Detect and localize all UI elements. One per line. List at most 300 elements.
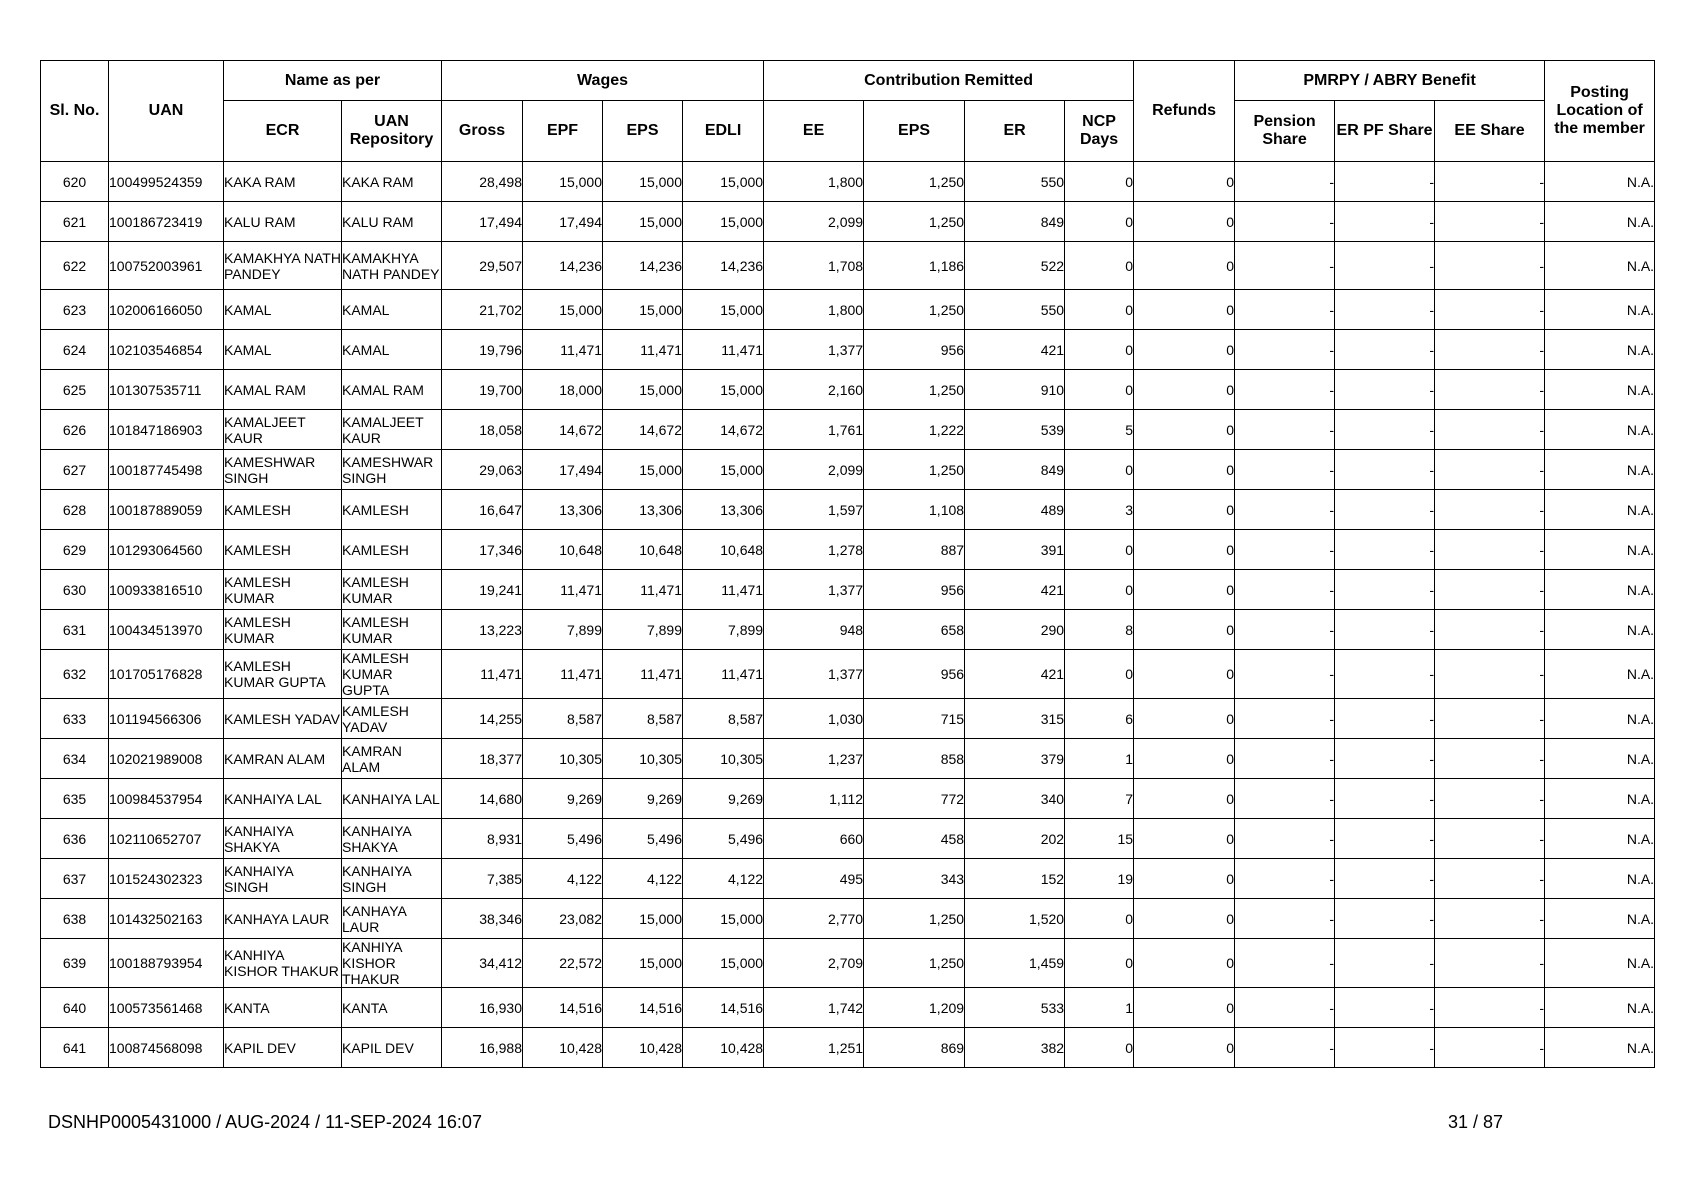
cell-ee-contribution: 2,099: [764, 450, 864, 490]
cell-er-pf-share: -: [1335, 899, 1435, 939]
cell-uan: 100874568098: [109, 1028, 224, 1068]
cell-gross-wages: 38,346: [442, 899, 523, 939]
cell-gross-wages: 18,058: [442, 410, 523, 450]
cell-refunds: 0: [1134, 410, 1235, 450]
header-name-as-per: Name as per: [224, 61, 442, 101]
cell-er-contribution: 522: [965, 242, 1065, 290]
cell-edli-wages: 14,236: [683, 242, 764, 290]
cell-pension-share: -: [1235, 290, 1335, 330]
cell-eps-contribution: 1,250: [864, 370, 965, 410]
cell-pension-share: -: [1235, 650, 1335, 699]
cell-er-contribution: 315: [965, 699, 1065, 739]
cell-er-pf-share: -: [1335, 490, 1435, 530]
cell-eps-wages: 10,305: [603, 739, 683, 779]
header-pension-share: Pension Share: [1235, 101, 1335, 162]
cell-uan: 101524302323: [109, 859, 224, 899]
cell-name-uan-repository: KAMAKHYA NATH PANDEY: [342, 242, 442, 290]
cell-name-ecr: KANHAYA LAUR: [224, 899, 342, 939]
cell-edli-wages: 15,000: [683, 939, 764, 988]
table-row: [41, 570, 1655, 610]
cell-edli-wages: 15,000: [683, 370, 764, 410]
cell-name-uan-repository: KANHAIYA LAL: [342, 779, 442, 819]
cell-refunds: 0: [1134, 290, 1235, 330]
cell-epf-wages: 11,471: [523, 650, 603, 699]
header-epf: EPF: [523, 101, 603, 162]
header-uan: UAN: [109, 61, 224, 162]
cell-ncp-days: 6: [1065, 699, 1134, 739]
cell-gross-wages: 19,241: [442, 570, 523, 610]
cell-sl-no: 621: [41, 202, 109, 242]
cell-er-contribution: 340: [965, 779, 1065, 819]
cell-sl-no: 625: [41, 370, 109, 410]
cell-refunds: 0: [1134, 699, 1235, 739]
cell-refunds: 0: [1134, 330, 1235, 370]
cell-eps-wages: 15,000: [603, 202, 683, 242]
cell-name-uan-repository: KAPIL DEV: [342, 1028, 442, 1068]
cell-ee-contribution: 2,160: [764, 370, 864, 410]
cell-ee-contribution: 1,112: [764, 779, 864, 819]
cell-gross-wages: 14,255: [442, 699, 523, 739]
cell-uan: 100984537954: [109, 779, 224, 819]
cell-ncp-days: 0: [1065, 570, 1134, 610]
cell-refunds: 0: [1134, 202, 1235, 242]
cell-er-contribution: 290: [965, 610, 1065, 650]
cell-ee-share: -: [1435, 939, 1545, 988]
cell-ee-share: -: [1435, 370, 1545, 410]
cell-gross-wages: 18,377: [442, 739, 523, 779]
cell-name-uan-repository: KANHAYA LAUR: [342, 899, 442, 939]
cell-edli-wages: 10,305: [683, 739, 764, 779]
table-row: [41, 699, 1655, 739]
cell-ncp-days: 0: [1065, 530, 1134, 570]
cell-edli-wages: 15,000: [683, 290, 764, 330]
cell-name-uan-repository: KAMAL RAM: [342, 370, 442, 410]
cell-ncp-days: 0: [1065, 290, 1134, 330]
cell-name-uan-repository: KAMLESH KUMAR: [342, 610, 442, 650]
table-body: [41, 162, 1655, 1068]
cell-edli-wages: 14,672: [683, 410, 764, 450]
cell-ncp-days: 0: [1065, 330, 1134, 370]
cell-uan: 100752003961: [109, 242, 224, 290]
cell-sl-no: 632: [41, 650, 109, 699]
cell-eps-contribution: 1,250: [864, 202, 965, 242]
cell-eps-contribution: 1,250: [864, 162, 965, 202]
cell-posting-location: N.A.: [1545, 242, 1655, 290]
cell-ee-share: -: [1435, 1028, 1545, 1068]
cell-er-contribution: 539: [965, 410, 1065, 450]
cell-epf-wages: 11,471: [523, 570, 603, 610]
cell-ee-share: -: [1435, 490, 1545, 530]
cell-er-pf-share: -: [1335, 939, 1435, 988]
cell-eps-contribution: 1,186: [864, 242, 965, 290]
cell-eps-wages: 15,000: [603, 370, 683, 410]
cell-uan: 100186723419: [109, 202, 224, 242]
cell-er-contribution: 379: [965, 739, 1065, 779]
table-row: [41, 410, 1655, 450]
cell-uan: 102006166050: [109, 290, 224, 330]
cell-ee-contribution: 1,251: [764, 1028, 864, 1068]
cell-posting-location: N.A.: [1545, 490, 1655, 530]
cell-ncp-days: 7: [1065, 779, 1134, 819]
cell-posting-location: N.A.: [1545, 610, 1655, 650]
cell-eps-wages: 11,471: [603, 650, 683, 699]
cell-ee-contribution: 1,761: [764, 410, 864, 450]
cell-name-ecr: KAMRAN ALAM: [224, 739, 342, 779]
cell-er-pf-share: -: [1335, 570, 1435, 610]
cell-epf-wages: 15,000: [523, 290, 603, 330]
cell-sl-no: 623: [41, 290, 109, 330]
cell-edli-wages: 11,471: [683, 330, 764, 370]
cell-gross-wages: 29,063: [442, 450, 523, 490]
cell-ee-contribution: 2,709: [764, 939, 864, 988]
cell-eps-contribution: 1,250: [864, 939, 965, 988]
cell-gross-wages: 34,412: [442, 939, 523, 988]
cell-er-pf-share: -: [1335, 988, 1435, 1028]
cell-epf-wages: 5,496: [523, 819, 603, 859]
cell-gross-wages: 17,494: [442, 202, 523, 242]
cell-eps-wages: 5,496: [603, 819, 683, 859]
cell-gross-wages: 19,700: [442, 370, 523, 410]
table-row: [41, 899, 1655, 939]
cell-eps-contribution: 658: [864, 610, 965, 650]
cell-uan: 102103546854: [109, 330, 224, 370]
cell-name-ecr: KAMLESH KUMAR: [224, 610, 342, 650]
cell-gross-wages: 21,702: [442, 290, 523, 330]
table-row: [41, 242, 1655, 290]
cell-gross-wages: 29,507: [442, 242, 523, 290]
table-row: [41, 779, 1655, 819]
cell-name-ecr: KANHAIYA SINGH: [224, 859, 342, 899]
cell-er-contribution: 1,520: [965, 899, 1065, 939]
cell-name-uan-repository: KAMALJEET KAUR: [342, 410, 442, 450]
cell-er-pf-share: -: [1335, 819, 1435, 859]
cell-epf-wages: 10,428: [523, 1028, 603, 1068]
cell-sl-no: 633: [41, 699, 109, 739]
cell-sl-no: 629: [41, 530, 109, 570]
header-wages: Wages: [442, 61, 764, 101]
cell-eps-wages: 8,587: [603, 699, 683, 739]
cell-pension-share: -: [1235, 859, 1335, 899]
cell-pension-share: -: [1235, 202, 1335, 242]
cell-ncp-days: 1: [1065, 739, 1134, 779]
cell-gross-wages: 16,988: [442, 1028, 523, 1068]
cell-pension-share: -: [1235, 1028, 1335, 1068]
cell-eps-contribution: 458: [864, 819, 965, 859]
cell-eps-contribution: 343: [864, 859, 965, 899]
table-row: [41, 859, 1655, 899]
cell-er-contribution: 489: [965, 490, 1065, 530]
cell-pension-share: -: [1235, 939, 1335, 988]
cell-ee-share: -: [1435, 988, 1545, 1028]
cell-er-contribution: 849: [965, 202, 1065, 242]
cell-uan: 101847186903: [109, 410, 224, 450]
cell-epf-wages: 13,306: [523, 490, 603, 530]
cell-posting-location: N.A.: [1545, 988, 1655, 1028]
cell-posting-location: N.A.: [1545, 202, 1655, 242]
cell-pension-share: -: [1235, 610, 1335, 650]
cell-ee-contribution: 1,708: [764, 242, 864, 290]
cell-sl-no: 640: [41, 988, 109, 1028]
cell-uan: 100187745498: [109, 450, 224, 490]
cell-refunds: 0: [1134, 570, 1235, 610]
cell-gross-wages: 13,223: [442, 610, 523, 650]
table-row: [41, 490, 1655, 530]
cell-edli-wages: 15,000: [683, 450, 764, 490]
cell-er-contribution: 202: [965, 819, 1065, 859]
cell-name-ecr: KAMAL RAM: [224, 370, 342, 410]
cell-eps-contribution: 1,108: [864, 490, 965, 530]
cell-eps-wages: 10,428: [603, 1028, 683, 1068]
cell-refunds: 0: [1134, 242, 1235, 290]
cell-posting-location: N.A.: [1545, 450, 1655, 490]
cell-name-uan-repository: KALU RAM: [342, 202, 442, 242]
cell-er-pf-share: -: [1335, 202, 1435, 242]
cell-posting-location: N.A.: [1545, 699, 1655, 739]
cell-refunds: 0: [1134, 859, 1235, 899]
cell-name-ecr: KAMLESH: [224, 490, 342, 530]
cell-ee-contribution: 948: [764, 610, 864, 650]
cell-pension-share: -: [1235, 739, 1335, 779]
cell-sl-no: 622: [41, 242, 109, 290]
header-uan-repository: UAN Repository: [342, 101, 442, 162]
cell-posting-location: N.A.: [1545, 290, 1655, 330]
cell-name-ecr: KAPIL DEV: [224, 1028, 342, 1068]
cell-er-pf-share: -: [1335, 330, 1435, 370]
cell-eps-contribution: 858: [864, 739, 965, 779]
cell-refunds: 0: [1134, 739, 1235, 779]
cell-sl-no: 635: [41, 779, 109, 819]
cell-refunds: 0: [1134, 899, 1235, 939]
cell-name-uan-repository: KAMLESH KUMAR GUPTA: [342, 650, 442, 699]
cell-posting-location: N.A.: [1545, 570, 1655, 610]
header-er-pf-share: ER PF Share: [1335, 101, 1435, 162]
cell-eps-wages: 13,306: [603, 490, 683, 530]
cell-name-uan-repository: KAMAL: [342, 330, 442, 370]
cell-pension-share: -: [1235, 370, 1335, 410]
cell-ncp-days: 1: [1065, 988, 1134, 1028]
header-er: ER: [965, 101, 1065, 162]
cell-er-contribution: 849: [965, 450, 1065, 490]
cell-eps-wages: 15,000: [603, 162, 683, 202]
table-row: [41, 610, 1655, 650]
cell-epf-wages: 18,000: [523, 370, 603, 410]
cell-pension-share: -: [1235, 450, 1335, 490]
cell-er-pf-share: -: [1335, 1028, 1435, 1068]
cell-name-ecr: KANHAIYA LAL: [224, 779, 342, 819]
cell-uan: 101194566306: [109, 699, 224, 739]
cell-refunds: 0: [1134, 988, 1235, 1028]
cell-epf-wages: 11,471: [523, 330, 603, 370]
cell-er-contribution: 550: [965, 162, 1065, 202]
cell-edli-wages: 13,306: [683, 490, 764, 530]
cell-name-uan-repository: KAMLESH YADAV: [342, 699, 442, 739]
table-row: [41, 530, 1655, 570]
cell-name-ecr: KAMLESH: [224, 530, 342, 570]
cell-sl-no: 641: [41, 1028, 109, 1068]
cell-er-contribution: 1,459: [965, 939, 1065, 988]
cell-eps-wages: 9,269: [603, 779, 683, 819]
cell-ncp-days: 15: [1065, 819, 1134, 859]
cell-refunds: 0: [1134, 450, 1235, 490]
cell-epf-wages: 10,648: [523, 530, 603, 570]
header-contribution-remitted: Contribution Remitted: [764, 61, 1134, 101]
cell-eps-wages: 15,000: [603, 939, 683, 988]
cell-epf-wages: 14,672: [523, 410, 603, 450]
cell-ncp-days: 0: [1065, 899, 1134, 939]
header-ee-share: EE Share: [1435, 101, 1545, 162]
cell-uan: 102021989008: [109, 739, 224, 779]
cell-name-ecr: KAMLESH KUMAR: [224, 570, 342, 610]
cell-er-pf-share: -: [1335, 779, 1435, 819]
cell-sl-no: 628: [41, 490, 109, 530]
cell-pension-share: -: [1235, 988, 1335, 1028]
cell-ncp-days: 0: [1065, 1028, 1134, 1068]
cell-sl-no: 631: [41, 610, 109, 650]
cell-refunds: 0: [1134, 530, 1235, 570]
cell-ee-share: -: [1435, 202, 1545, 242]
cell-edli-wages: 10,428: [683, 1028, 764, 1068]
cell-sl-no: 637: [41, 859, 109, 899]
cell-eps-wages: 14,236: [603, 242, 683, 290]
cell-posting-location: N.A.: [1545, 650, 1655, 699]
cell-eps-contribution: 956: [864, 330, 965, 370]
cell-eps-contribution: 1,250: [864, 899, 965, 939]
cell-eps-wages: 11,471: [603, 330, 683, 370]
cell-name-uan-repository: KAMRAN ALAM: [342, 739, 442, 779]
cell-eps-contribution: 887: [864, 530, 965, 570]
cell-eps-contribution: 715: [864, 699, 965, 739]
cell-eps-contribution: 869: [864, 1028, 965, 1068]
cell-ee-share: -: [1435, 650, 1545, 699]
cell-pension-share: -: [1235, 779, 1335, 819]
cell-ee-share: -: [1435, 779, 1545, 819]
cell-name-uan-repository: KANHAIYA SINGH: [342, 859, 442, 899]
cell-pension-share: -: [1235, 699, 1335, 739]
cell-refunds: 0: [1134, 1028, 1235, 1068]
cell-posting-location: N.A.: [1545, 899, 1655, 939]
cell-edli-wages: 15,000: [683, 899, 764, 939]
cell-name-ecr: KANTA: [224, 988, 342, 1028]
cell-posting-location: N.A.: [1545, 330, 1655, 370]
cell-uan: 100933816510: [109, 570, 224, 610]
table-row: [41, 330, 1655, 370]
cell-ncp-days: 0: [1065, 650, 1134, 699]
cell-uan: 100187889059: [109, 490, 224, 530]
cell-eps-wages: 14,516: [603, 988, 683, 1028]
cell-ee-share: -: [1435, 290, 1545, 330]
cell-ee-contribution: 1,377: [764, 330, 864, 370]
cell-posting-location: N.A.: [1545, 1028, 1655, 1068]
cell-ee-contribution: 1,742: [764, 988, 864, 1028]
cell-er-pf-share: -: [1335, 699, 1435, 739]
table-row: [41, 650, 1655, 699]
cell-name-uan-repository: KAMLESH: [342, 530, 442, 570]
cell-gross-wages: 19,796: [442, 330, 523, 370]
cell-er-contribution: 391: [965, 530, 1065, 570]
cell-er-pf-share: -: [1335, 739, 1435, 779]
table-row: [41, 1028, 1655, 1068]
cell-uan: 100434513970: [109, 610, 224, 650]
cell-ee-share: -: [1435, 819, 1545, 859]
cell-edli-wages: 9,269: [683, 779, 764, 819]
cell-uan: 101293064560: [109, 530, 224, 570]
cell-er-contribution: 382: [965, 1028, 1065, 1068]
cell-pension-share: -: [1235, 242, 1335, 290]
cell-posting-location: N.A.: [1545, 859, 1655, 899]
cell-refunds: 0: [1134, 162, 1235, 202]
table-row: [41, 819, 1655, 859]
cell-ee-contribution: 1,597: [764, 490, 864, 530]
cell-gross-wages: 28,498: [442, 162, 523, 202]
cell-refunds: 0: [1134, 610, 1235, 650]
cell-uan: 100499524359: [109, 162, 224, 202]
cell-ncp-days: 0: [1065, 450, 1134, 490]
cell-epf-wages: 22,572: [523, 939, 603, 988]
cell-er-contribution: 533: [965, 988, 1065, 1028]
cell-epf-wages: 4,122: [523, 859, 603, 899]
cell-edli-wages: 8,587: [683, 699, 764, 739]
cell-er-pf-share: -: [1335, 162, 1435, 202]
cell-posting-location: N.A.: [1545, 530, 1655, 570]
header-ee: EE: [764, 101, 864, 162]
cell-epf-wages: 9,269: [523, 779, 603, 819]
cell-ee-share: -: [1435, 450, 1545, 490]
cell-edli-wages: 7,899: [683, 610, 764, 650]
cell-posting-location: N.A.: [1545, 779, 1655, 819]
cell-pension-share: -: [1235, 162, 1335, 202]
cell-uan: 101705176828: [109, 650, 224, 699]
cell-er-contribution: 421: [965, 650, 1065, 699]
cell-ncp-days: 0: [1065, 202, 1134, 242]
cell-posting-location: N.A.: [1545, 939, 1655, 988]
cell-ncp-days: 19: [1065, 859, 1134, 899]
header-ncp-days: NCP Days: [1065, 101, 1134, 162]
cell-eps-wages: 15,000: [603, 450, 683, 490]
cell-eps-contribution: 772: [864, 779, 965, 819]
cell-ee-share: -: [1435, 242, 1545, 290]
cell-epf-wages: 8,587: [523, 699, 603, 739]
cell-name-uan-repository: KANTA: [342, 988, 442, 1028]
cell-eps-contribution: 956: [864, 570, 965, 610]
cell-gross-wages: 16,647: [442, 490, 523, 530]
cell-er-pf-share: -: [1335, 530, 1435, 570]
cell-name-ecr: KAMAKHYA NATH PANDEY: [224, 242, 342, 290]
header-contribution-eps: EPS: [864, 101, 965, 162]
cell-name-ecr: KAKA RAM: [224, 162, 342, 202]
header-sl-no: Sl. No.: [41, 61, 109, 162]
header-eps: EPS: [603, 101, 683, 162]
cell-ee-contribution: 1,278: [764, 530, 864, 570]
cell-er-pf-share: -: [1335, 450, 1435, 490]
cell-eps-wages: 4,122: [603, 859, 683, 899]
cell-ee-share: -: [1435, 739, 1545, 779]
header-ecr: ECR: [224, 101, 342, 162]
cell-epf-wages: 14,516: [523, 988, 603, 1028]
cell-edli-wages: 11,471: [683, 570, 764, 610]
cell-eps-contribution: 1,222: [864, 410, 965, 450]
cell-epf-wages: 15,000: [523, 162, 603, 202]
header-posting-location: Posting Location of the member: [1545, 61, 1655, 162]
cell-er-pf-share: -: [1335, 610, 1435, 650]
cell-eps-wages: 14,672: [603, 410, 683, 450]
cell-eps-contribution: 1,209: [864, 988, 965, 1028]
cell-refunds: 0: [1134, 819, 1235, 859]
cell-ee-share: -: [1435, 570, 1545, 610]
cell-gross-wages: 17,346: [442, 530, 523, 570]
cell-ee-share: -: [1435, 699, 1545, 739]
cell-sl-no: 636: [41, 819, 109, 859]
cell-edli-wages: 15,000: [683, 162, 764, 202]
